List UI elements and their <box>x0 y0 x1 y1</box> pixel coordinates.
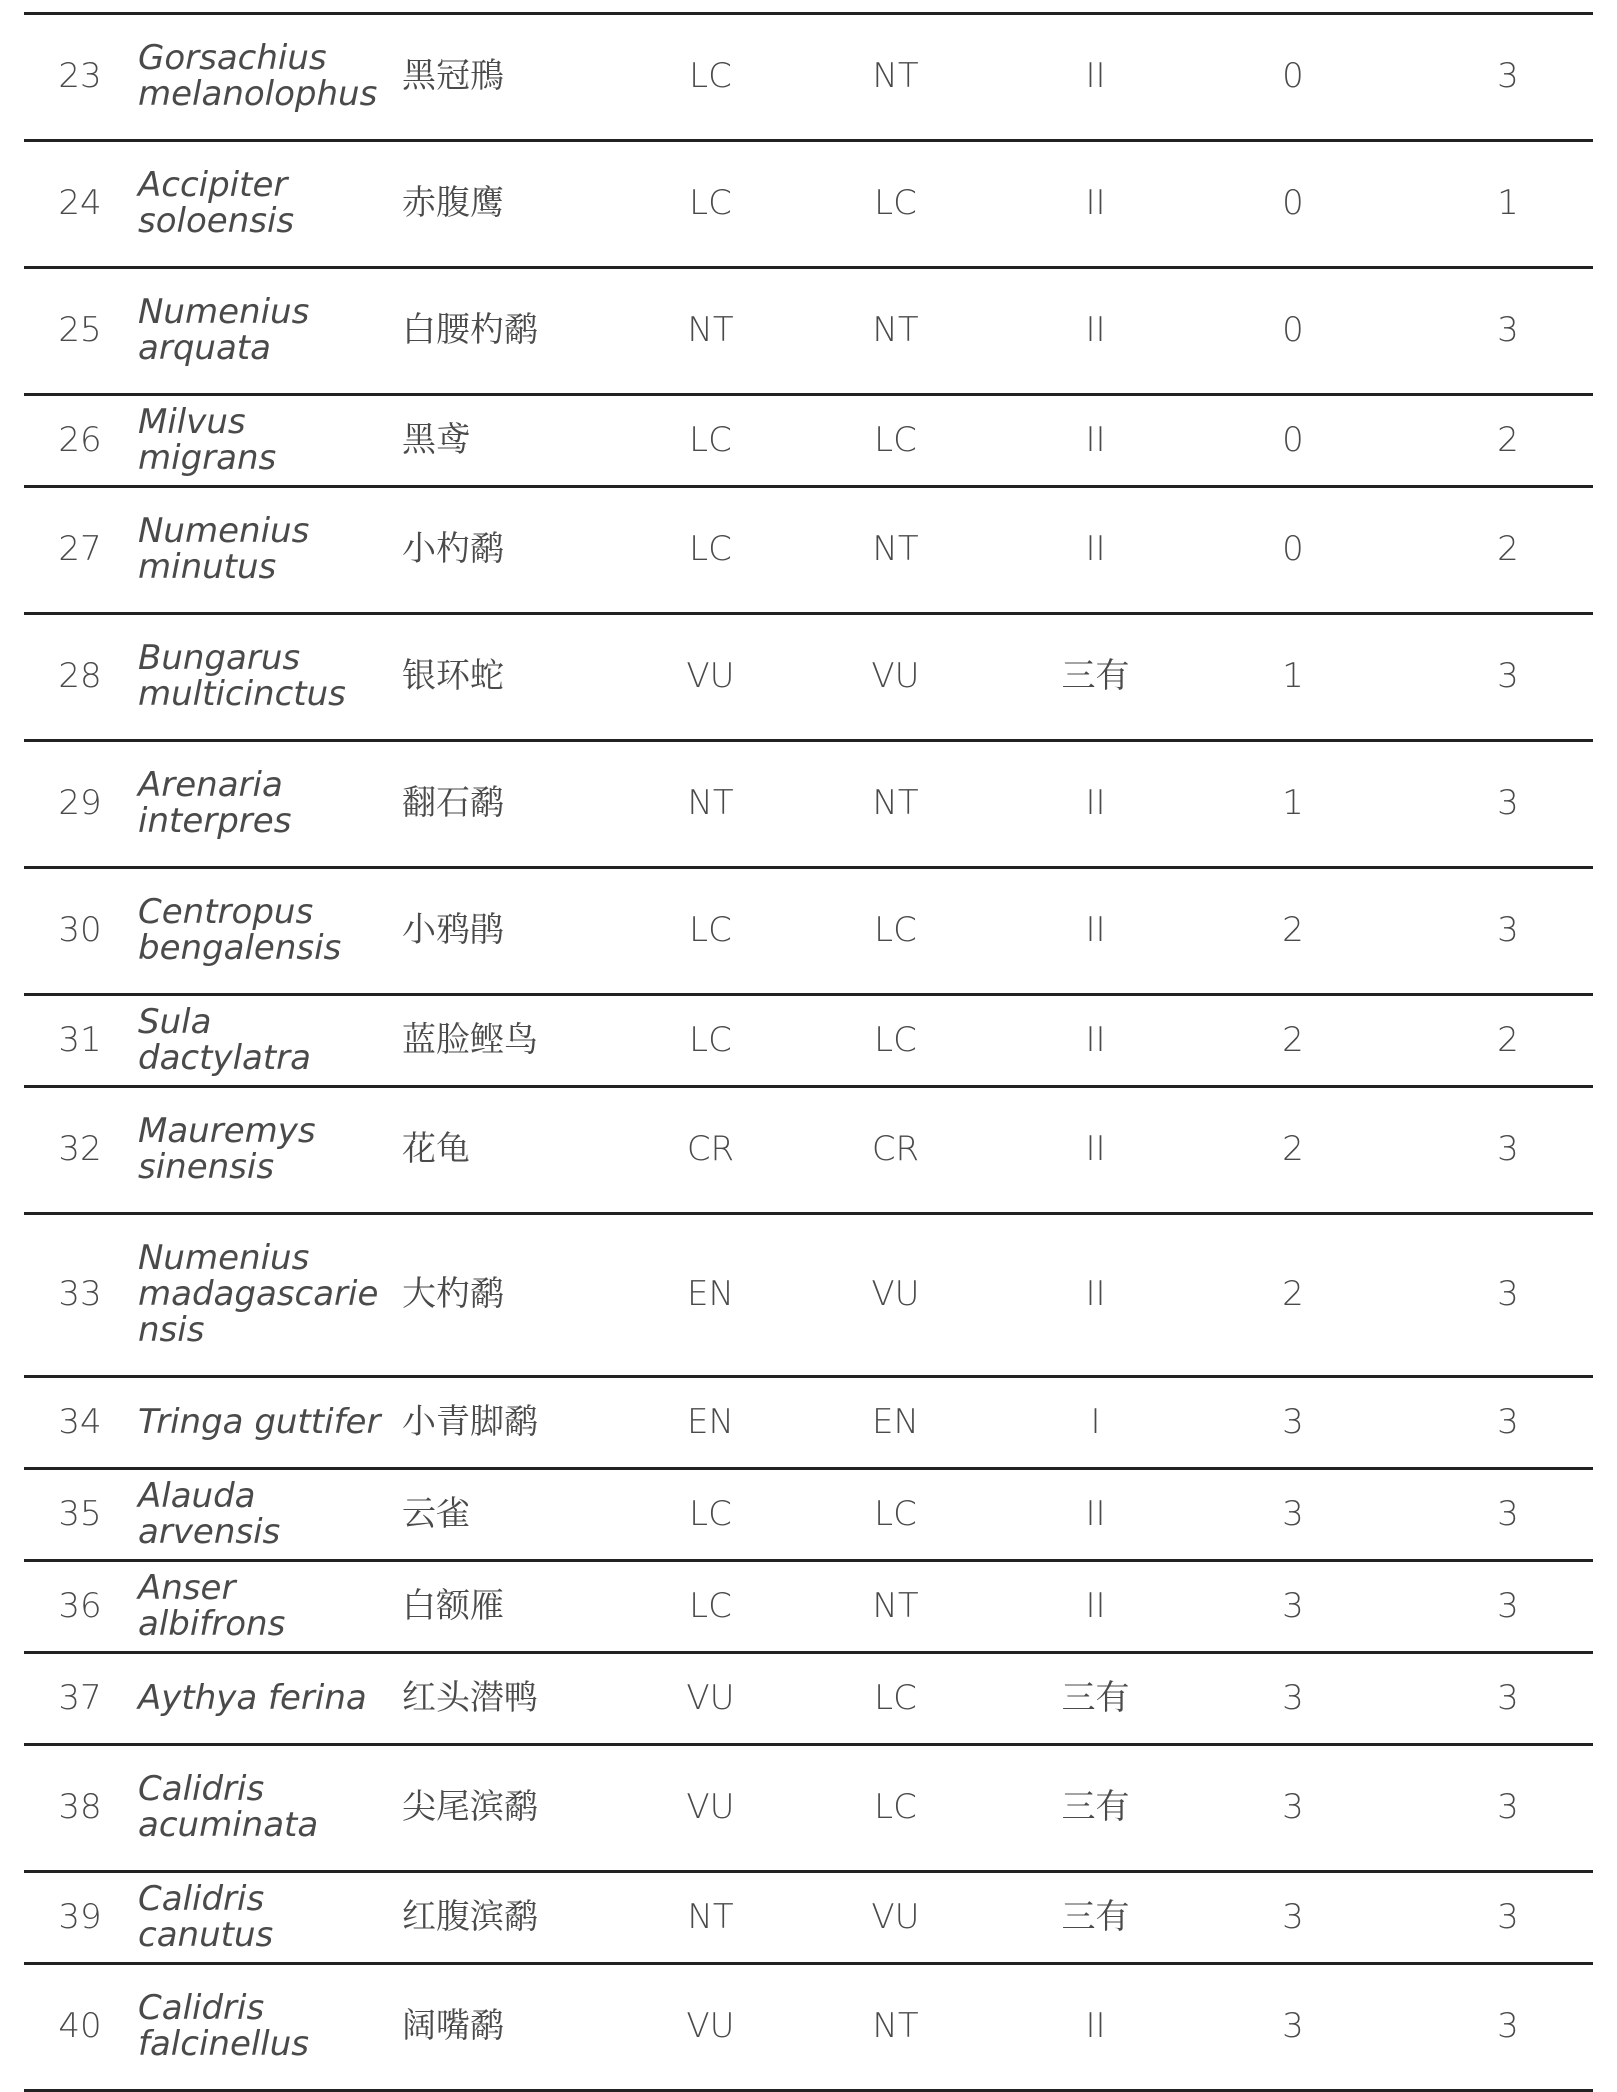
cell-scientific-name: Bungarus multicinctus <box>136 614 398 741</box>
cell-col4: VU <box>658 1653 763 1745</box>
cell-index: 23 <box>24 14 136 141</box>
cell-col7: 0 <box>1163 141 1423 268</box>
cell-protection: 三有 <box>1028 1872 1163 1964</box>
cell-col4: NT <box>658 268 763 395</box>
cell-col8: 3 <box>1423 1377 1593 1469</box>
cell-col7: 3 <box>1163 1745 1423 1872</box>
cell-col5: VU <box>763 614 1028 741</box>
cell-col7: 3 <box>1163 1377 1423 1469</box>
cell-protection: II <box>1028 14 1163 141</box>
species-table <box>24 12 1593 2092</box>
cell-index: 31 <box>24 995 136 1087</box>
cell-col8: 3 <box>1423 614 1593 741</box>
cell-chinese-name: 尖尾滨鹬 <box>398 1745 658 1872</box>
cell-scientific-name: Accipiter soloensis <box>136 141 398 268</box>
cell-col7: 1 <box>1163 741 1423 868</box>
table-row <box>24 268 1593 395</box>
cell-col5: NT <box>763 487 1028 614</box>
cell-protection: II <box>1028 395 1163 487</box>
cell-protection: II <box>1028 741 1163 868</box>
cell-protection: 三有 <box>1028 614 1163 741</box>
cell-col7: 0 <box>1163 14 1423 141</box>
cell-col5: CR <box>763 1087 1028 1214</box>
cell-col7: 0 <box>1163 268 1423 395</box>
cell-index: 28 <box>24 614 136 741</box>
cell-col5: LC <box>763 1469 1028 1561</box>
cell-col8: 3 <box>1423 1561 1593 1653</box>
cell-col5: LC <box>763 395 1028 487</box>
cell-scientific-name: Arenaria interpres <box>136 741 398 868</box>
cell-col5: EN <box>763 1377 1028 1469</box>
cell-col5: LC <box>763 995 1028 1087</box>
table-row <box>24 1469 1593 1561</box>
cell-protection: II <box>1028 1214 1163 1377</box>
cell-chinese-name: 花龟 <box>398 1087 658 1214</box>
cell-col8: 3 <box>1423 741 1593 868</box>
table-row <box>24 868 1593 995</box>
cell-col8: 3 <box>1423 1872 1593 1964</box>
cell-col5: VU <box>763 1872 1028 1964</box>
cell-chinese-name: 黑冠鳽 <box>398 14 658 141</box>
cell-protection: II <box>1028 268 1163 395</box>
cell-col4: EN <box>658 1214 763 1377</box>
cell-col7: 2 <box>1163 868 1423 995</box>
table-row <box>24 614 1593 741</box>
cell-index: 30 <box>24 868 136 995</box>
cell-col5: NT <box>763 1964 1028 2091</box>
cell-scientific-name: Sula dactylatra <box>136 995 398 1087</box>
cell-protection: II <box>1028 1087 1163 1214</box>
cell-chinese-name: 银环蛇 <box>398 614 658 741</box>
table-row <box>24 1377 1593 1469</box>
cell-col8: 3 <box>1423 1964 1593 2091</box>
cell-index: 39 <box>24 1872 136 1964</box>
cell-col4: NT <box>658 1872 763 1964</box>
cell-col8: 1 <box>1423 141 1593 268</box>
cell-chinese-name: 云雀 <box>398 1469 658 1561</box>
cell-chinese-name: 小鸦鹃 <box>398 868 658 995</box>
table-row <box>24 1087 1593 1214</box>
cell-col7: 2 <box>1163 1214 1423 1377</box>
cell-col5: NT <box>763 741 1028 868</box>
cell-col5: NT <box>763 1561 1028 1653</box>
cell-index: 35 <box>24 1469 136 1561</box>
cell-col8: 3 <box>1423 1214 1593 1377</box>
cell-protection: II <box>1028 1964 1163 2091</box>
cell-chinese-name: 大杓鹬 <box>398 1214 658 1377</box>
cell-index: 29 <box>24 741 136 868</box>
cell-col4: LC <box>658 14 763 141</box>
cell-col8: 3 <box>1423 268 1593 395</box>
cell-chinese-name: 白额雁 <box>398 1561 658 1653</box>
cell-col7: 0 <box>1163 487 1423 614</box>
cell-col8: 3 <box>1423 14 1593 141</box>
cell-chinese-name: 红头潜鸭 <box>398 1653 658 1745</box>
cell-index: 37 <box>24 1653 136 1745</box>
cell-col4: LC <box>658 1469 763 1561</box>
cell-index: 24 <box>24 141 136 268</box>
cell-protection: II <box>1028 1561 1163 1653</box>
cell-scientific-name: Numenius madagascariensis <box>136 1214 398 1377</box>
cell-index: 25 <box>24 268 136 395</box>
cell-index: 32 <box>24 1087 136 1214</box>
cell-col8: 3 <box>1423 1087 1593 1214</box>
cell-col8: 3 <box>1423 868 1593 995</box>
table-row <box>24 1653 1593 1745</box>
cell-col5: LC <box>763 141 1028 268</box>
cell-col8: 2 <box>1423 995 1593 1087</box>
cell-scientific-name: Alauda arvensis <box>136 1469 398 1561</box>
cell-col4: CR <box>658 1087 763 1214</box>
cell-index: 38 <box>24 1745 136 1872</box>
cell-chinese-name: 小青脚鹬 <box>398 1377 658 1469</box>
cell-col4: LC <box>658 995 763 1087</box>
cell-col7: 0 <box>1163 395 1423 487</box>
cell-protection: 三有 <box>1028 1653 1163 1745</box>
table-row <box>24 995 1593 1087</box>
cell-index: 33 <box>24 1214 136 1377</box>
cell-col8: 3 <box>1423 1653 1593 1745</box>
cell-chinese-name: 蓝脸鲣鸟 <box>398 995 658 1087</box>
cell-scientific-name: Tringa guttifer <box>136 1377 398 1469</box>
cell-col4: LC <box>658 1561 763 1653</box>
table-row <box>24 14 1593 141</box>
table-row <box>24 1964 1593 2091</box>
cell-index: 34 <box>24 1377 136 1469</box>
cell-col4: VU <box>658 614 763 741</box>
cell-col7: 3 <box>1163 1469 1423 1561</box>
cell-col7: 3 <box>1163 1872 1423 1964</box>
cell-scientific-name: Numenius arquata <box>136 268 398 395</box>
cell-scientific-name: Calidris canutus <box>136 1872 398 1964</box>
cell-protection: 三有 <box>1028 1745 1163 1872</box>
cell-col7: 3 <box>1163 1561 1423 1653</box>
cell-scientific-name: Calidris falcinellus <box>136 1964 398 2091</box>
cell-col4: EN <box>658 1377 763 1469</box>
cell-protection: II <box>1028 868 1163 995</box>
cell-scientific-name: Milvus migrans <box>136 395 398 487</box>
cell-col7: 3 <box>1163 1964 1423 2091</box>
cell-col5: NT <box>763 14 1028 141</box>
cell-col4: LC <box>658 487 763 614</box>
cell-scientific-name: Gorsachius melanolophus <box>136 14 398 141</box>
cell-index: 27 <box>24 487 136 614</box>
table-row <box>24 395 1593 487</box>
cell-scientific-name: Anser albifrons <box>136 1561 398 1653</box>
cell-index: 26 <box>24 395 136 487</box>
cell-col5: LC <box>763 1745 1028 1872</box>
cell-protection: I <box>1028 1377 1163 1469</box>
cell-col8: 3 <box>1423 1469 1593 1561</box>
cell-col4: LC <box>658 141 763 268</box>
cell-col8: 2 <box>1423 487 1593 614</box>
cell-index: 40 <box>24 1964 136 2091</box>
cell-chinese-name: 白腰杓鹬 <box>398 268 658 395</box>
cell-col7: 1 <box>1163 614 1423 741</box>
cell-col5: NT <box>763 268 1028 395</box>
table-row <box>24 487 1593 614</box>
cell-scientific-name: Mauremys sinensis <box>136 1087 398 1214</box>
cell-col7: 2 <box>1163 995 1423 1087</box>
cell-col4: VU <box>658 1745 763 1872</box>
cell-scientific-name: Calidris acuminata <box>136 1745 398 1872</box>
cell-protection: II <box>1028 995 1163 1087</box>
table-row <box>24 1745 1593 1872</box>
cell-chinese-name: 红腹滨鹬 <box>398 1872 658 1964</box>
cell-chinese-name: 黑鸢 <box>398 395 658 487</box>
cell-scientific-name: Centropus bengalensis <box>136 868 398 995</box>
cell-protection: II <box>1028 1469 1163 1561</box>
cell-index: 36 <box>24 1561 136 1653</box>
cell-col8: 3 <box>1423 1745 1593 1872</box>
table-row <box>24 1872 1593 1964</box>
cell-scientific-name: Aythya ferina <box>136 1653 398 1745</box>
cell-col5: LC <box>763 868 1028 995</box>
cell-col7: 2 <box>1163 1087 1423 1214</box>
cell-chinese-name: 小杓鹬 <box>398 487 658 614</box>
table-row <box>24 1561 1593 1653</box>
cell-col8: 2 <box>1423 395 1593 487</box>
cell-col4: LC <box>658 868 763 995</box>
cell-protection: II <box>1028 141 1163 268</box>
cell-col4: VU <box>658 1964 763 2091</box>
cell-col4: NT <box>658 741 763 868</box>
table-row <box>24 141 1593 268</box>
cell-protection: II <box>1028 487 1163 614</box>
cell-col5: LC <box>763 1653 1028 1745</box>
cell-col4: LC <box>658 395 763 487</box>
cell-col7: 3 <box>1163 1653 1423 1745</box>
cell-col5: VU <box>763 1214 1028 1377</box>
cell-chinese-name: 赤腹鹰 <box>398 141 658 268</box>
table-row <box>24 1214 1593 1377</box>
cell-chinese-name: 翻石鹬 <box>398 741 658 868</box>
cell-chinese-name: 阔嘴鹬 <box>398 1964 658 2091</box>
cell-scientific-name: Numenius minutus <box>136 487 398 614</box>
table-row <box>24 741 1593 868</box>
